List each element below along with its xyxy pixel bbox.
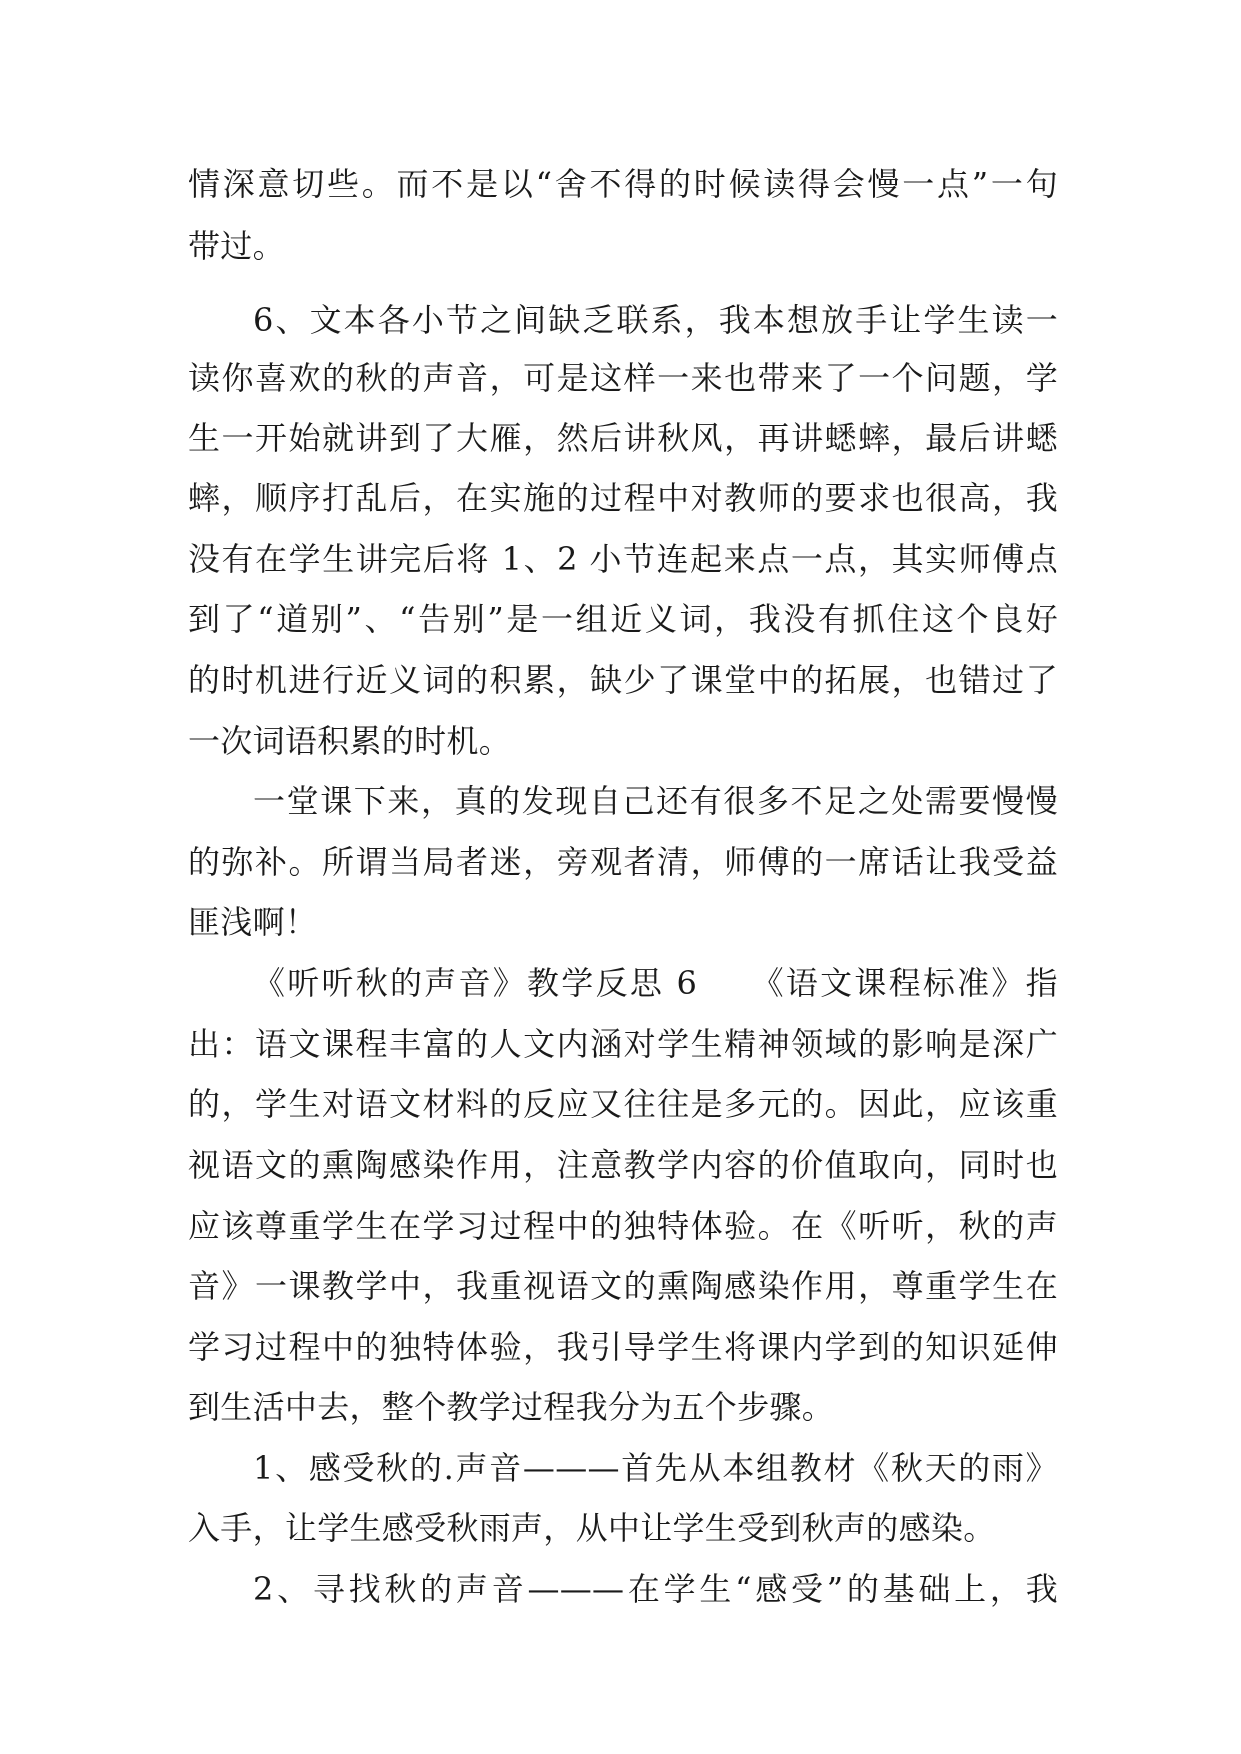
text-line: 应该尊重学生在学习过程中的独特体验。在《听听，秋的声 — [188, 1207, 1058, 1245]
text-line: 一堂课下来，真的发现自己还有很多不足之处需要慢慢 — [253, 782, 1058, 820]
text-line: 蟀，顺序打乱后，在实施的过程中对教师的要求也很高，我 — [188, 479, 1058, 517]
text-line: 到了“道别”、“告别”是一组近义词，我没有抓住这个良好 — [188, 600, 1058, 638]
text-line: 的时机进行近义词的积累，缺少了课堂中的拓展，也错过了 — [188, 661, 1058, 699]
text-line: 2、寻找秋的声音———在学生“感受”的基础上，我 — [253, 1570, 1058, 1608]
text-line: 出：语文课程丰富的人文内涵对学生精神领域的影响是深广 — [188, 1025, 1058, 1063]
text-line: 没有在学生讲完后将 1、2 小节连起来点一点，其实师傅点 — [188, 540, 1058, 578]
text-line: 《听听秋的声音》教学反思 6 《语文课程标准》指 — [253, 964, 1058, 1002]
text-line: 入手，让学生感受秋雨声，从中让学生受到秋声的感染。 — [188, 1509, 996, 1547]
text-line: 6、文本各小节之间缺乏联系，我本想放手让学生读一 — [253, 301, 1058, 339]
text-line: 到生活中去，整个教学过程我分为五个步骤。 — [188, 1388, 835, 1426]
text-line: 的，学生对语文材料的反应又往往是多元的。因此，应该重 — [188, 1085, 1058, 1123]
text-line: 一次词语积累的时机。 — [188, 722, 512, 760]
text-line: 音》一课教学中，我重视语文的熏陶感染作用，尊重学生在 — [188, 1267, 1058, 1305]
text-line: 视语文的熏陶感染作用，注意教学内容的价值取向，同时也 — [188, 1146, 1058, 1184]
text-line: 匪浅啊！ — [188, 903, 318, 941]
text-line: 的弥补。所谓当局者迷，旁观者清，师傅的一席话让我受益 — [188, 843, 1058, 881]
text-line: 学习过程中的独特体验，我引导学生将课内学到的知识延伸 — [188, 1328, 1058, 1366]
text-line: 带过。 — [188, 227, 285, 265]
text-line: 生一开始就讲到了大雁，然后讲秋风，再讲蟋蟀，最后讲蟋 — [188, 419, 1058, 457]
text-line: 情深意切些。而不是以“舍不得的时候读得会慢一点”一句 — [188, 165, 1058, 203]
text-line: 读你喜欢的秋的声音，可是这样一来也带来了一个问题，学 — [188, 359, 1058, 397]
text-line: 1、感受秋的.声音———首先从本组教材《秋天的雨》 — [253, 1449, 1058, 1487]
